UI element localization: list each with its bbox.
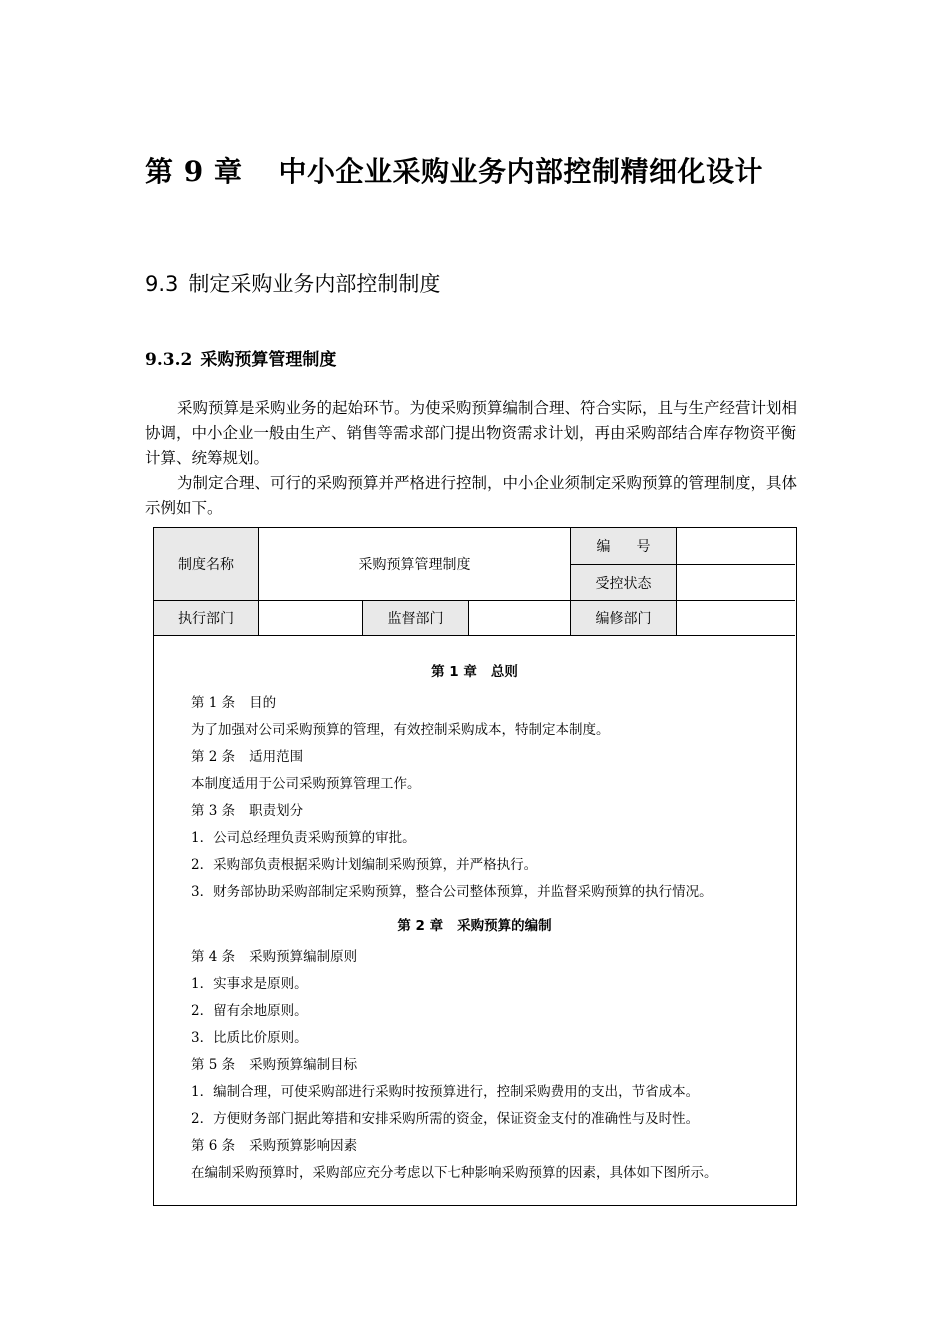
chapter-heading (145, 150, 763, 190)
code-label-a: 编 (596, 539, 611, 555)
section-heading (145, 268, 440, 298)
article-4-item: 2．留有余地原则。 (191, 1003, 308, 1019)
name-label: 制度名称 (178, 557, 234, 573)
article-5-heading: 第 5 条 采购预算编制目标 (191, 1057, 358, 1073)
article-1-text: 为了加强对公司采购预算的管理，有效控制采购成本，特制定本制度。 (191, 722, 610, 738)
edit-label-cell (570, 600, 676, 635)
edit-value-cell (676, 600, 795, 635)
regulation-body (154, 635, 795, 1206)
status-label-cell (570, 564, 676, 600)
name-value: 采购预算管理制度 (358, 557, 471, 573)
regulation-table (153, 527, 797, 1206)
status-value-cell (676, 564, 795, 600)
section-title: 制定采购业务内部控制制度 (188, 272, 441, 296)
article-1-heading: 第 1 条 目的 (191, 695, 277, 711)
name-value-cell (258, 528, 570, 600)
chapter-number: 第 9 章 (145, 155, 243, 188)
article-6-heading: 第 6 条 采购预算影响因素 (191, 1138, 358, 1154)
supervise-label: 监督部门 (387, 611, 444, 627)
supervise-value-cell (468, 600, 570, 635)
article-6-text: 在编制采购预算时，采购部应充分考虑以下七种影响采购预算的因素，具体如下图所示。 (191, 1165, 718, 1181)
article-4-item: 1．实事求是原则。 (191, 976, 308, 992)
name-label-cell (154, 528, 258, 600)
code-value-cell (676, 528, 795, 564)
subsection-number: 9.3.2 (145, 350, 193, 370)
exec-label-cell (154, 600, 258, 635)
article-4-heading: 第 4 条 采购预算编制原则 (191, 949, 358, 965)
subsection-title: 采购预算管理制度 (200, 350, 337, 370)
article-3-heading: 第 3 条 职责划分 (191, 803, 304, 819)
article-3-item: 1．公司总经理负责采购预算的审批。 (191, 830, 416, 846)
chapter-2-heading: 第 2 章 采购预算的编制 (397, 918, 552, 934)
edit-label: 编修部门 (595, 611, 652, 627)
article-5-item: 2．方便财务部门据此筹措和安排采购所需的资金，保证资金支付的准确性与及时性。 (191, 1111, 700, 1127)
exec-value-cell (258, 600, 362, 635)
chapter-1-heading: 第 1 章 总则 (431, 664, 518, 680)
supervise-label-cell (362, 600, 468, 635)
section-number: 9.3 (145, 272, 179, 296)
code-label-cell (570, 528, 676, 564)
article-2-text: 本制度适用于公司采购预算管理工作。 (191, 776, 421, 792)
article-5-item: 1．编制合理，可使采购部进行采购时按预算进行，控制采购费用的支出，节省成本。 (191, 1084, 700, 1100)
exec-label: 执行部门 (178, 611, 234, 627)
article-3-item: 3．财务部协助采购部制定采购预算，整合公司整体预算，并监督采购预算的执行情况。 (191, 884, 713, 900)
chapter-title: 中小企业采购业务内部控制精细化设计 (278, 155, 763, 188)
subsection-heading (145, 345, 336, 370)
article-2-heading: 第 2 条 适用范围 (191, 749, 304, 765)
article-4-item: 3．比质比价原则。 (191, 1030, 308, 1046)
article-3-item: 2．采购部负责根据采购计划编制采购预算，并严格执行。 (191, 857, 538, 873)
intro-paragraph-1: 采购预算是采购业务的起始环节。为使采购预算编制合理、符合实际，且与生产经营计划相协调，中小企业一般由生产、销售等需求部门提出物资需求计划，再由采购部结合库存物资平衡计算、统筹规划。 (145, 399, 798, 467)
code-label-b: 号 (636, 539, 651, 555)
status-label: 受控状态 (595, 575, 652, 592)
intro-paragraph-2: 为制定合理、可行的采购预算并严格进行控制，中小企业须制定采购预算的管理制度，具体示例如下。 (145, 474, 798, 517)
